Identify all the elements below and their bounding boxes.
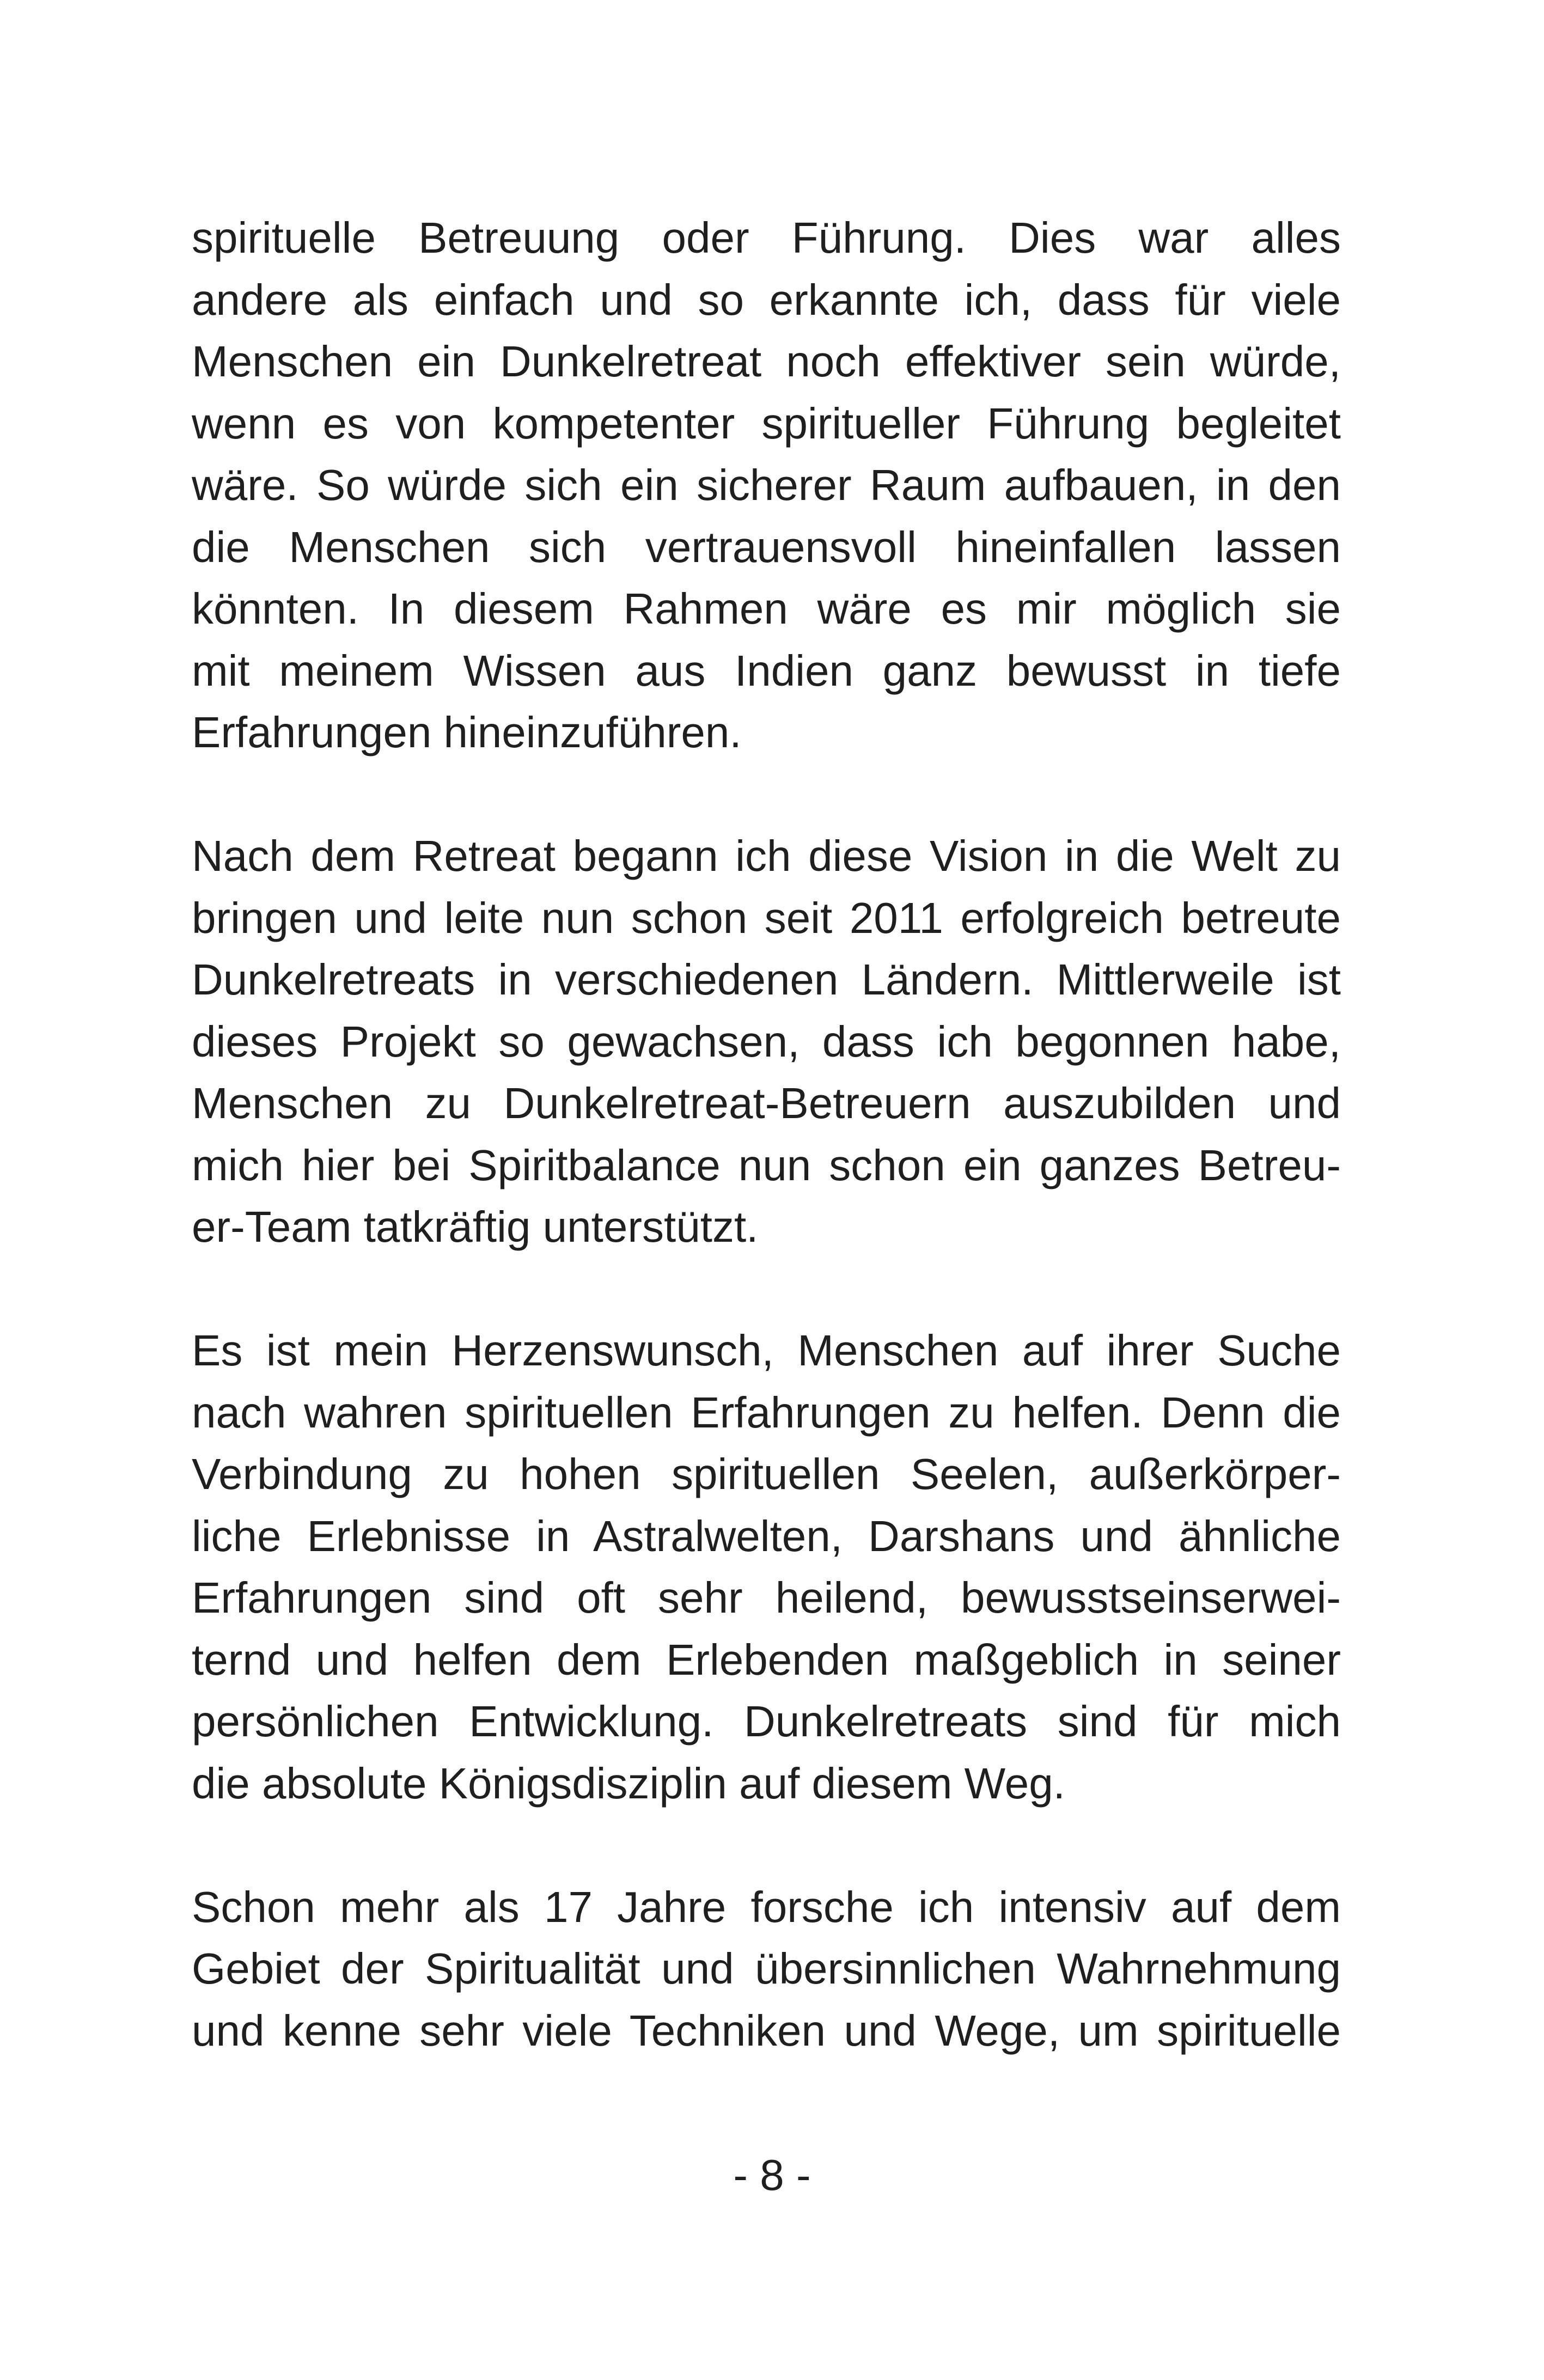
paragraph-gap [192, 1258, 1341, 1320]
paragraph-1 [192, 207, 1341, 764]
text-line: er-Team tatkräftig unterstützt. [192, 1203, 759, 1251]
text-line: die absolute Königsdisziplin auf diesem Weg. [192, 1759, 1065, 1808]
page-number: - 8 - [733, 2151, 811, 2199]
text-line: Erfahrungen sind oft sehr heilend, bewusstseinserwei- [192, 1573, 1341, 1622]
text-line: wenn es von kompetenter spiritueller Führung begleitet [192, 399, 1341, 448]
paragraph-4 [192, 1876, 1341, 2062]
text-line: persönlichen Entwicklung. Dunkelretreats sind für mich [192, 1697, 1341, 1746]
text-line: und kenne sehr viele Techniken und Wege, um spirituelle [192, 2006, 1341, 2055]
page-body [192, 207, 1341, 2061]
paragraph-2 [192, 825, 1341, 1258]
text-line: die Menschen sich vertrauensvoll hineinfallen lassen [192, 522, 1341, 571]
text-line: dieses Projekt so gewachsen, dass ich begonnen habe, [192, 1017, 1341, 1066]
text-line: liche Erlebnisse in Astralwelten, Darshans und ähnliche [192, 1511, 1341, 1560]
text-line: Nach dem Retreat begann ich diese Vision in die Welt zu [192, 832, 1341, 880]
text-line: andere als einfach und so erkannte ich, dass für viele [192, 275, 1341, 324]
text-line: Menschen ein Dunkelretreat noch effektiver sein würde, [192, 337, 1341, 386]
text-line: Es ist mein Herzenswunsch, Menschen auf ihrer Suche [192, 1326, 1341, 1375]
text-line: nach wahren spirituellen Erfahrungen zu helfen. Denn die [192, 1388, 1341, 1437]
text-line: könnten. In diesem Rahmen wäre es mir möglich sie [192, 584, 1341, 633]
text-line: ternd und helfen dem Erlebenden maßgeblich in seiner [192, 1635, 1341, 1684]
paragraph-gap [192, 1814, 1341, 1876]
text-line: Verbindung zu hohen spirituellen Seelen, außerkörper- [192, 1450, 1341, 1498]
text-line: Gebiet der Spiritualität und übersinnlichen Wahrnehmung [192, 1944, 1341, 1993]
text-line: spirituelle Betreuung oder Führung. Dies war alles [192, 213, 1341, 262]
text-line: mich hier bei Spiritbalance nun schon ein ganzes Betreu- [192, 1140, 1341, 1189]
text-line: wäre. So würde sich ein sicherer Raum aufbauen, in den [192, 461, 1341, 509]
text-line: mit meinem Wissen aus Indien ganz bewusst in tiefe [192, 646, 1341, 695]
text-line: Erfahrungen hineinzuführen. [192, 708, 742, 756]
paragraph-gap [192, 764, 1341, 826]
text-line: Dunkelretreats in verschiedenen Ländern. Mittlerweile ist [192, 955, 1341, 1004]
paragraph-3 [192, 1320, 1341, 1814]
text-line: bringen und leite nun schon seit 2011 erfolgreich betreute [192, 893, 1341, 942]
text-line: Schon mehr als 17 Jahre forsche ich intensiv auf dem [192, 1882, 1341, 1931]
text-line: Menschen zu Dunkelretreat-Betreuern auszubilden und [192, 1079, 1341, 1127]
